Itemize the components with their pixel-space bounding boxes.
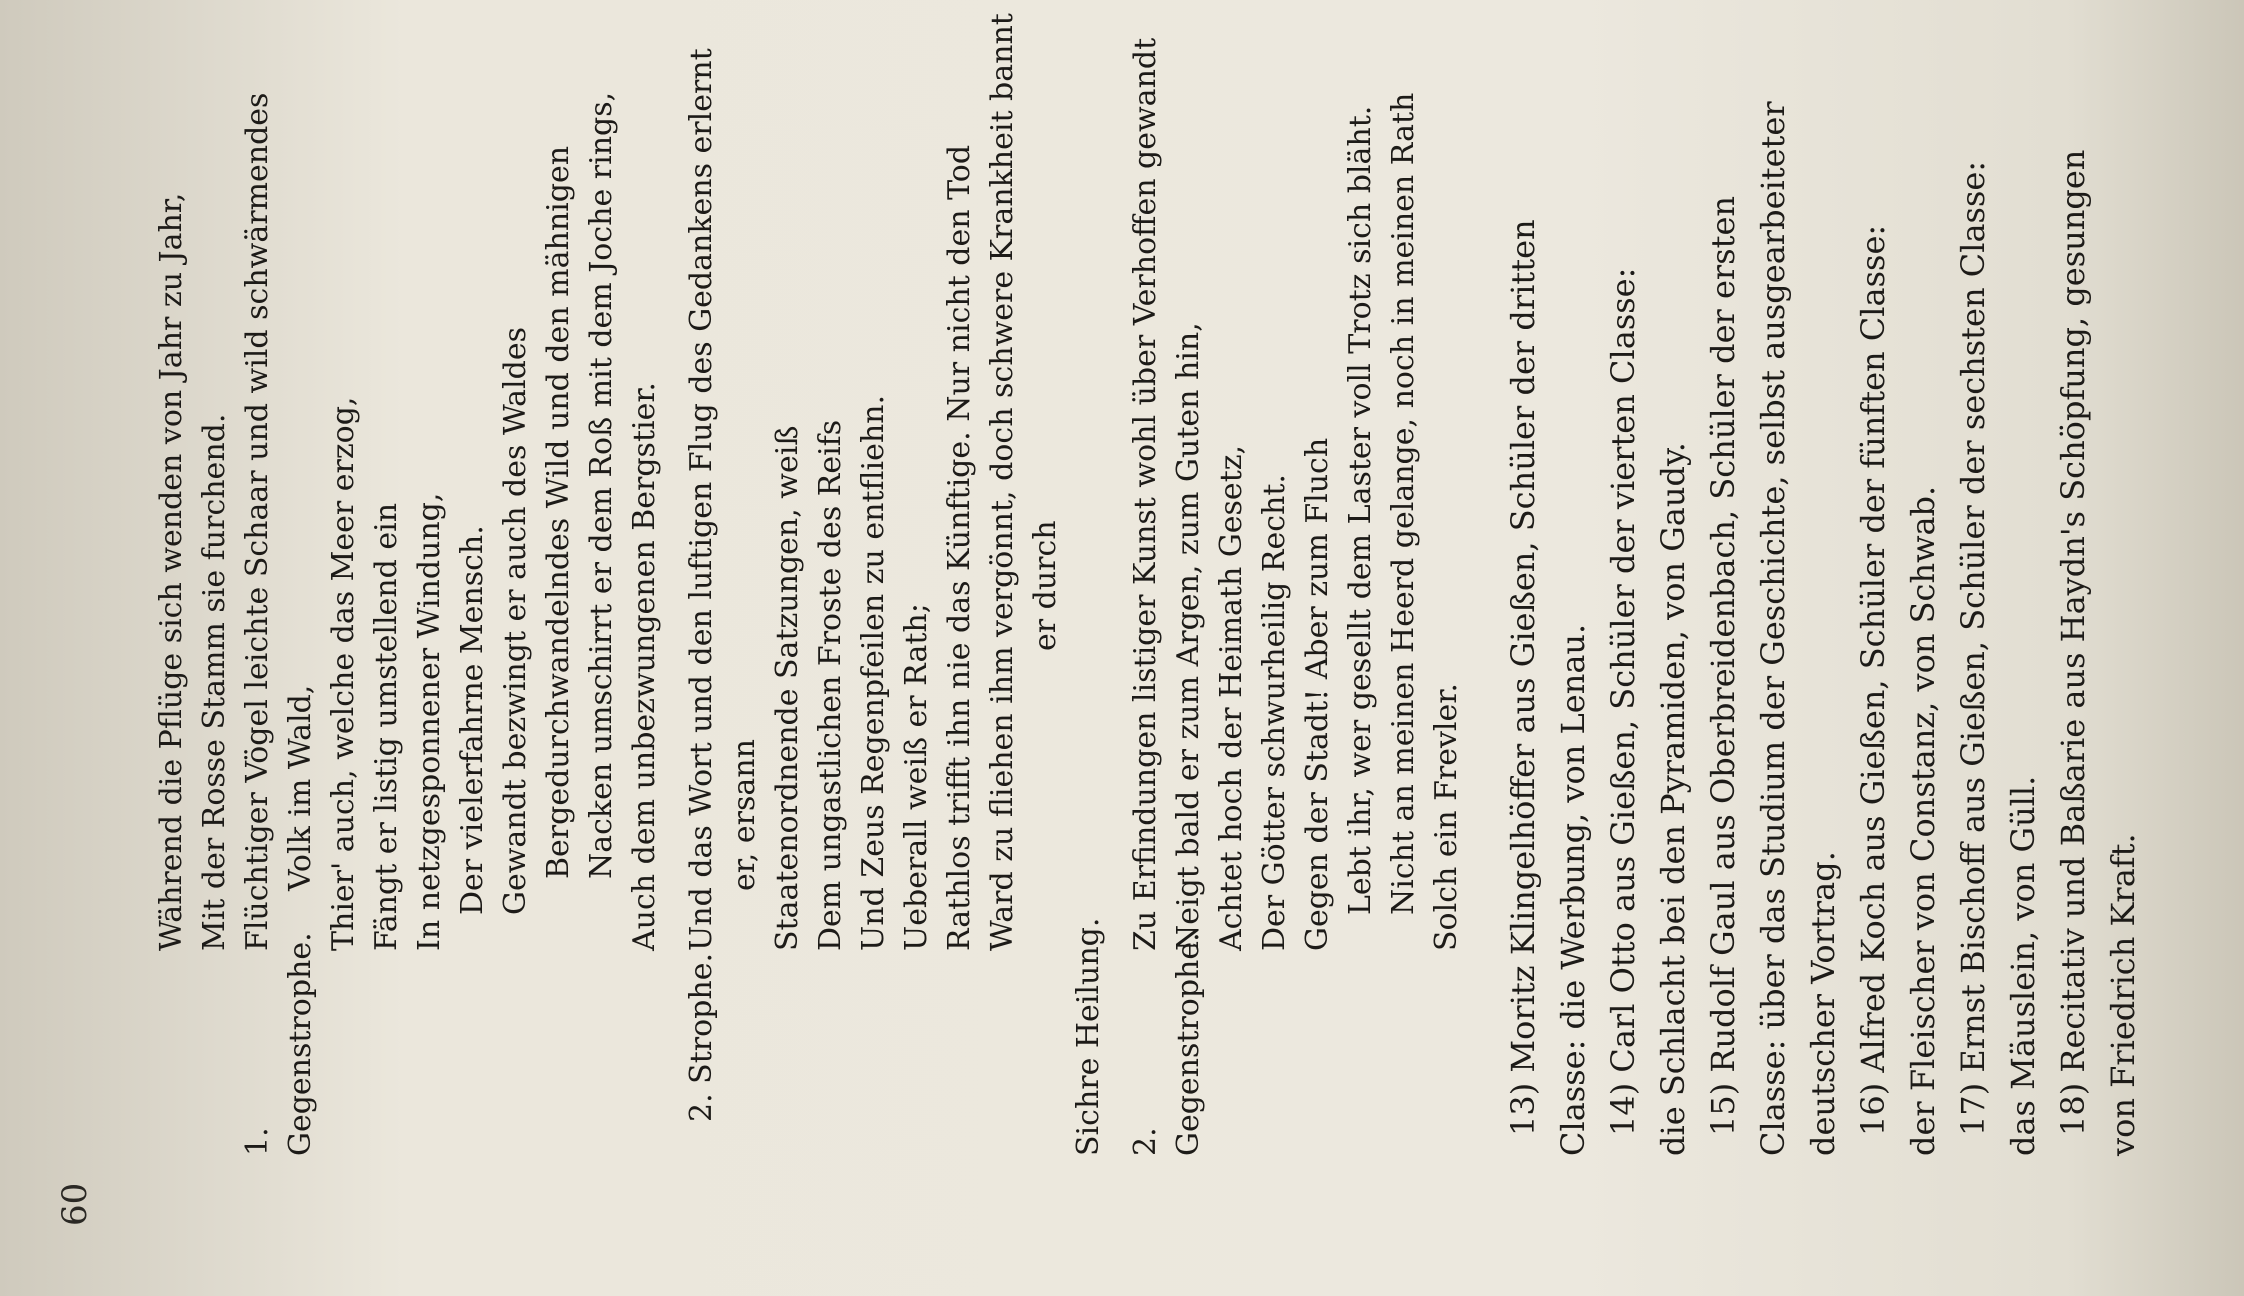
verse-line: Dem ungastlichen Froste des Reifs xyxy=(813,419,848,951)
entry-line: Classe: über das Studium der Geschichte, selbst ausgearbeiteter xyxy=(1754,101,1792,1156)
entry-line: der Fleischer von Constanz, von Schwab. xyxy=(1904,485,1942,1156)
program-list xyxy=(1498,56,2148,1156)
verse-line: Solch ein Frevler. xyxy=(1429,683,1464,951)
program-entry-14 xyxy=(1598,56,1698,1156)
verse-line: Fängt er listig umstellend ein xyxy=(369,502,404,951)
verse-line: Der vielerfahrne Mensch. xyxy=(455,525,490,915)
entry-line: von Friedrich Kraft. xyxy=(2104,833,2142,1156)
verse-line: Sichre Heilung. xyxy=(1071,917,1106,1156)
program-entry-15 xyxy=(1698,56,1848,1156)
entry-line: 16) Alfred Koch aus Gießen, Schüler der fünften Classe: xyxy=(1854,224,1892,1136)
verse-line: er, ersann xyxy=(727,739,762,891)
stanza-label: 2. Gegenstrophe. xyxy=(1128,932,1206,1156)
verse-line: Auch dem unbezwungenen Bergstier. xyxy=(627,382,662,951)
text-line: Mit der Rosse Stamm sie furchend. xyxy=(197,413,232,951)
verse-line: Und Zeus Regenpfeilen zu entfliehn. xyxy=(856,394,891,951)
verse-line: Rathlos trifft ihn nie das Künftige. Nur nicht den Tod xyxy=(942,144,977,951)
verse-line: Volk im Wald, xyxy=(283,684,318,891)
program-entry-17 xyxy=(1948,56,2048,1156)
verse-line: Nicht an meinen Heerd gelange, noch in meinen Rath xyxy=(1386,92,1421,915)
verse-line: Gegen der Stadt! Aber zum Fluch xyxy=(1300,437,1335,951)
entry-line: 14) Carl Otto aus Gießen, Schüler der vierten Classe: xyxy=(1604,267,1642,1136)
program-entry-16 xyxy=(1848,56,1948,1156)
verse-line: Nacken umschirrt er dem Roß mit dem Joche rings, xyxy=(584,91,619,879)
verse-line: Flüchtiger Vögel leichte Schaar und wild schwärmendes xyxy=(240,92,275,951)
stanza-2 xyxy=(680,13,1110,1156)
verse-line: Lebt ihr, wer gesellt dem Laster voll Trotz sich bläht. xyxy=(1343,105,1378,915)
stanza-1 xyxy=(236,56,666,1156)
stanza-3 xyxy=(1124,37,1468,1156)
page-content xyxy=(150,13,2148,1156)
verse-line: er durch xyxy=(1028,520,1063,651)
entry-line: 18) Recitativ und Baßarie aus Haydn's Schöpfung, gesungen xyxy=(2054,149,2092,1136)
stanza-label: 1. Gegenstrophe. xyxy=(240,932,318,1156)
entry-line: Classe: die Werbung, von Lenau. xyxy=(1554,623,1592,1156)
intro-lines xyxy=(150,56,236,1156)
program-entry-18 xyxy=(2048,56,2148,1156)
verse-line: Thier' auch, welche das Meer erzog, xyxy=(326,396,361,951)
verse-line: Ward zu fliehen ihm vergönnt, doch schwere Krankheit bannt xyxy=(985,13,1020,951)
entry-line: die Schlacht bei den Pyramiden, von Gaudy. xyxy=(1654,442,1692,1156)
verse-line: Bergedurchwandelndes Wild und den mähnigen xyxy=(541,145,576,879)
entry-line: deutscher Vortrag. xyxy=(1804,851,1842,1156)
page-number: 60 xyxy=(55,1182,95,1226)
verse-line: Staatenordnende Satzungen, weiß xyxy=(770,425,805,951)
stanza-label: 2. Strophe. xyxy=(684,953,719,1122)
verse-line: Der Götter schwurheilig Recht. xyxy=(1257,474,1292,951)
entry-line: das Mäuslein, von Güll. xyxy=(2004,775,2042,1156)
verse-line: Ueberall weiß er Rath; xyxy=(899,603,934,951)
verse-line: Gewandt bezwingt er auch des Waldes xyxy=(498,326,533,915)
entry-line: 17) Ernst Bischoff aus Gießen, Schüler der sechsten Classe: xyxy=(1954,160,1992,1136)
program-entry-13 xyxy=(1498,56,1598,1156)
verse-line: Zu Erfindungen listiger Kunst wohl über Verhoffen gewandt xyxy=(1128,37,1163,951)
entry-line: 13) Moritz Klingelhöffer aus Gießen, Schüler der dritten xyxy=(1504,219,1542,1136)
text-line: Während die Pflüge sich wenden von Jahr zu Jahr, xyxy=(154,192,189,951)
verse-line: Achtet hoch der Heimath Gesetz, xyxy=(1214,444,1249,951)
entry-line: 15) Rudolf Gaul aus Oberbreidenbach, Schüler der ersten xyxy=(1704,195,1742,1136)
verse-line: Neigt bald er zum Argen, zum Guten hin, xyxy=(1171,322,1206,951)
verse-line: In netzgesponnener Windung, xyxy=(412,492,447,951)
verse-line: Und das Wort und den luftigen Flug des Gedankens erlernt xyxy=(684,48,719,951)
